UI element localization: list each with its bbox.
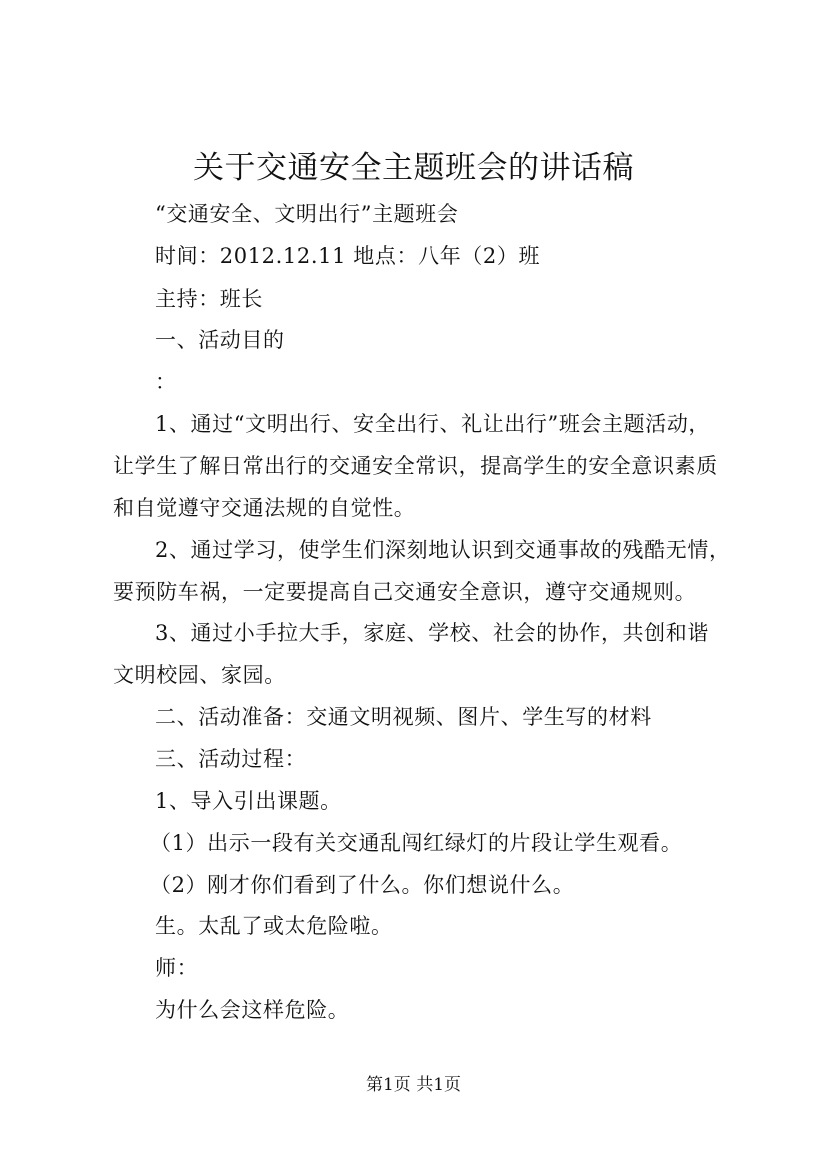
paragraph-line: 生。太乱了或太危险啦。: [155, 914, 393, 938]
paragraph-line: 2、通过学习，使学生们深刻地认识到交通事故的残酷无情，: [155, 538, 731, 562]
paragraph-line: 让学生了解日常出行的交通安全常识，提高学生的安全意识素质: [113, 454, 718, 478]
subtitle-line: “交通安全、文明出行”主题班会: [155, 202, 459, 226]
paragraph-line: （1）出示一段有关交通乱闯红绿灯的片段让学生观看。: [150, 831, 683, 855]
document-title: 关于交通安全主题班会的讲话稿: [193, 150, 634, 186]
section-heading: 一、活动目的: [155, 328, 285, 352]
section-heading: 三、活动过程：: [155, 747, 307, 771]
paragraph-line: 文明校园、家园。: [113, 663, 286, 687]
paragraph-line: 1、通过“文明出行、安全出行、礼让出行”班会主题活动，: [155, 412, 711, 436]
paragraph-line: 为什么会这样危险。: [155, 998, 350, 1022]
paragraph-line: 1、导入引出课题。: [155, 789, 342, 813]
time-location-line: 时间：2012.12.11 地点：八年（2）班: [155, 244, 541, 268]
paragraph-line: （2）刚才你们看到了什么。你们想说什么。: [150, 873, 575, 897]
paragraph-line: ：: [155, 370, 177, 394]
host-line: 主持：班长: [155, 287, 263, 311]
page-footer: 第1页 共1页: [365, 1075, 462, 1095]
paragraph-line: 师：: [155, 956, 199, 980]
paragraph-line: 和自觉遵守交通法规的自觉性。: [113, 496, 416, 520]
paragraph-line: 3、通过小手拉大手，家庭、学校、社会的协作，共创和谐: [155, 621, 709, 645]
section-heading: 二、活动准备：交通文明视频、图片、学生写的材料: [155, 705, 652, 729]
paragraph-line: 要预防车祸，一定要提高自己交通安全意识，遵守交通规则。: [113, 580, 697, 604]
